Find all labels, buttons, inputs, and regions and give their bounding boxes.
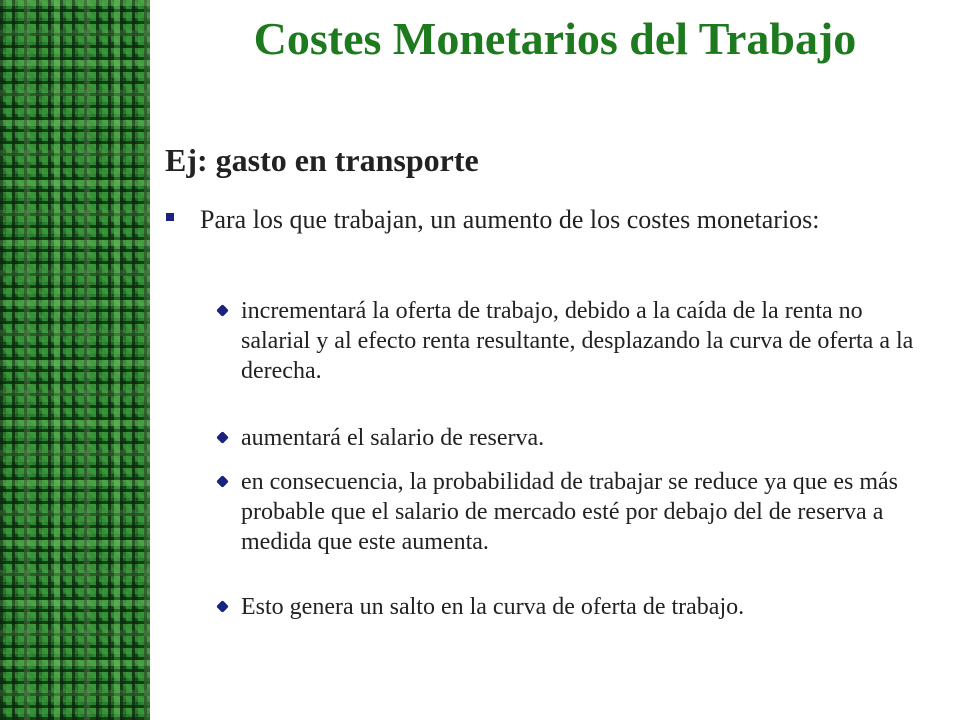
sub-point-1: incrementará la oferta de trabajo, debido a la caída de la renta no salarial y al efecto renta resultante, desplazando la curva de oferta a la derecha. [241,298,914,384]
diamond-bullet-icon [216,600,230,614]
diamond-bullet-icon [216,304,230,318]
main-point: Para los que trabajan, un aumento de los costes monetarios: [200,205,820,234]
diamond-bullet-icon [216,431,230,445]
sub-point-2: aumentará el salario de reserva. [241,425,545,451]
sub-point-4: Esto genera un salto en la curva de oferta de trabajo. [241,594,745,620]
decorative-sidebar [0,0,150,720]
square-bullet-icon [166,213,174,221]
slide-subtitle: Ej: gasto en transporte [165,142,479,178]
slide-title: Costes Monetarios del Trabajo [253,13,857,64]
diamond-bullet-icon [216,475,230,489]
sub-point-3: en consecuencia, la probabilidad de trabajar se reduce ya que es más probable que el salario de mercado esté por debajo del de reserva a medida que este aumenta. [241,469,899,555]
